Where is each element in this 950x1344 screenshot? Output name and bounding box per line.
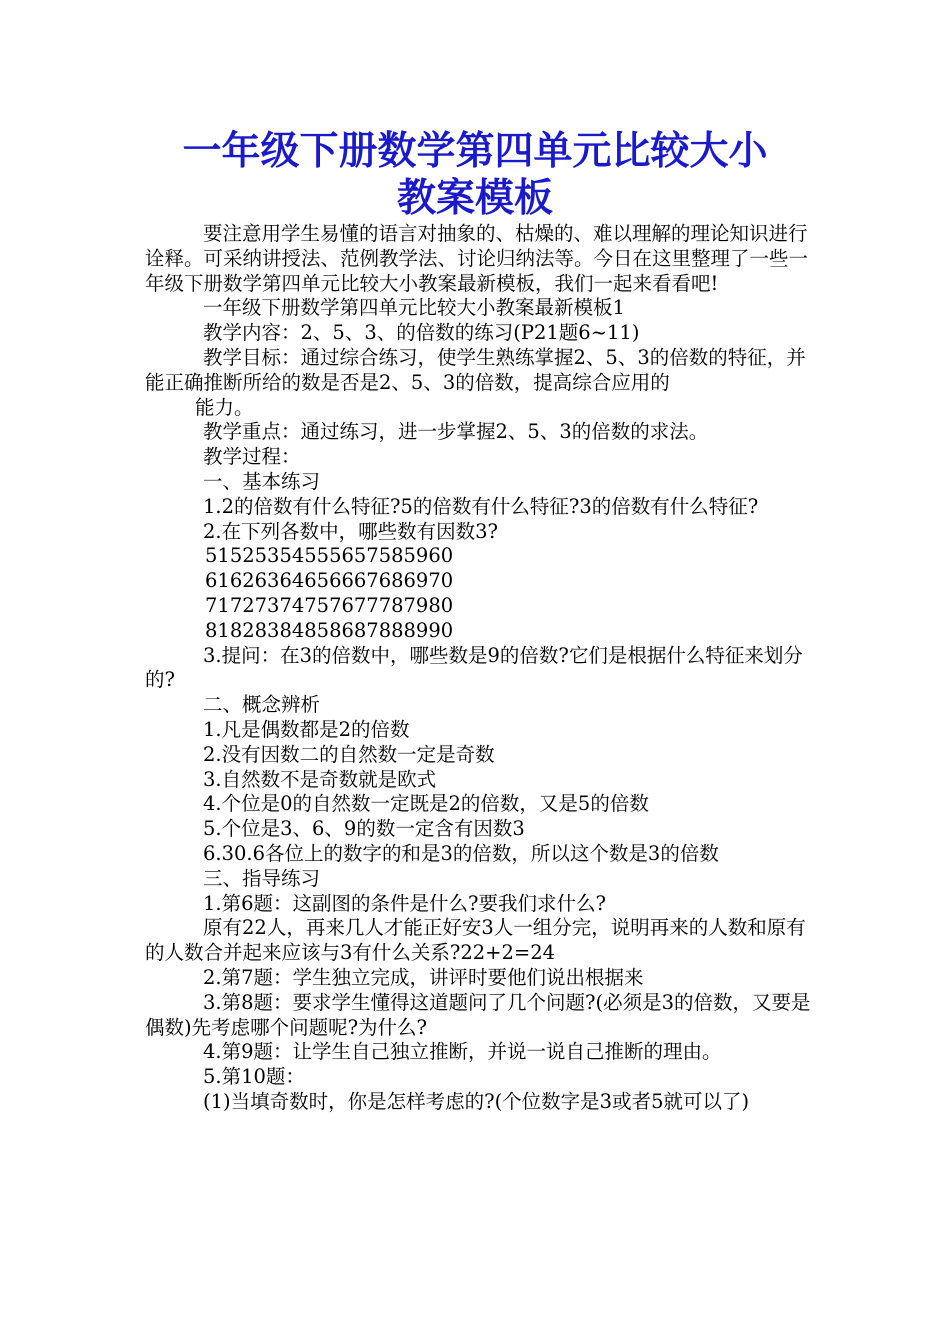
list-item: 4.个位是0的自然数一定既是2的倍数，又是5的倍数 [203, 792, 649, 816]
document-title [120, 128, 830, 222]
list-item: 6.30.6各位上的数字的和是3的倍数，所以这个数是3的倍数 [203, 841, 719, 865]
title-line-1: 一年级下册数学第四单元比较大小 [182, 129, 768, 174]
list-item: 4.第9题：让学生自己独立推断，并说一说自己推断的理由。 [203, 1040, 722, 1064]
list-item: 1.凡是偶数都是2的倍数 [203, 717, 410, 741]
number-row: 81828384858687888990 [205, 618, 454, 642]
document-body [145, 222, 815, 1115]
teaching-process: 教学过程： [203, 445, 301, 469]
list-item: 2.没有因数二的自然数一定是奇数 [203, 742, 495, 766]
list-item: 5.个位是3、6、9的数一定含有因数3 [203, 817, 525, 841]
list-item: 2.在下列各数中，哪些数有因数3? [203, 519, 498, 543]
template-heading: 一年级下册数学第四单元比较大小教案最新模板1 [203, 296, 625, 320]
list-item: 1.2的倍数有什么特征?5的倍数有什么特征?3的倍数有什么特征? [203, 494, 759, 518]
list-item: (1)当填奇数时，你是怎样考虑的?(个位数字是3或者5就可以了) [203, 1089, 750, 1113]
list-item: 3.第8题：要求学生懂得这道题问了几个问题?(必须是3的倍数，又要是偶数)先考虑哪个问题呢?为什么? [145, 990, 811, 1039]
teaching-content: 教学内容：2、5、3、的倍数的练习(P21题6~11) [203, 321, 640, 345]
teaching-goal: 教学目标：通过综合练习，使学生熟练掌握2、5、3的倍数的特征，并能正确推断所给的数是否是2、5、3的倍数，提高综合应用的 [145, 345, 806, 394]
section-concept: 二、概念辨析 [203, 693, 321, 717]
section-guided-practice: 三、指导练习 [203, 866, 321, 890]
number-row: 61626364656667686970 [205, 569, 454, 593]
list-item: 5.第10题： [203, 1065, 305, 1089]
teaching-goal-cont: 能力。 [195, 395, 254, 419]
title-line-2: 教案模板 [396, 176, 553, 221]
teaching-focus: 教学重点：通过练习，进一步掌握2、5、3的倍数的求法。 [203, 420, 709, 444]
list-item: 3.自然数不是奇数就是欧式 [203, 767, 437, 791]
intro-paragraph: 要注意用学生易懂的语言对抽象的、枯燥的、难以理解的理论知识进行诠释。可采纳讲授法、范例教学法、讨论归纳法等。今日在这里整理了一些一年级下册数学第四单元比较大小教案最新模板，我们一起来看看吧! [145, 222, 809, 295]
list-item: 原有22人，再来几人才能正好安3人一组分完，说明再来的人数和原有的人数合并起来应该与3有什么关系?22+2=24 [145, 916, 806, 965]
list-item: 1.第6题：这副图的条件是什么?要我们求什么? [203, 891, 606, 915]
number-row: 71727374757677787980 [205, 593, 454, 617]
list-item: 2.第7题：学生独立完成，讲评时要他们说出根据来 [203, 965, 644, 989]
section-basic-practice: 一、基本练习 [203, 469, 321, 493]
list-item: 3.提问：在3的倍数中，哪些数是9的倍数?它们是根据什么特征来划分的? [145, 643, 803, 692]
number-row: 51525354555657585960 [205, 544, 454, 568]
